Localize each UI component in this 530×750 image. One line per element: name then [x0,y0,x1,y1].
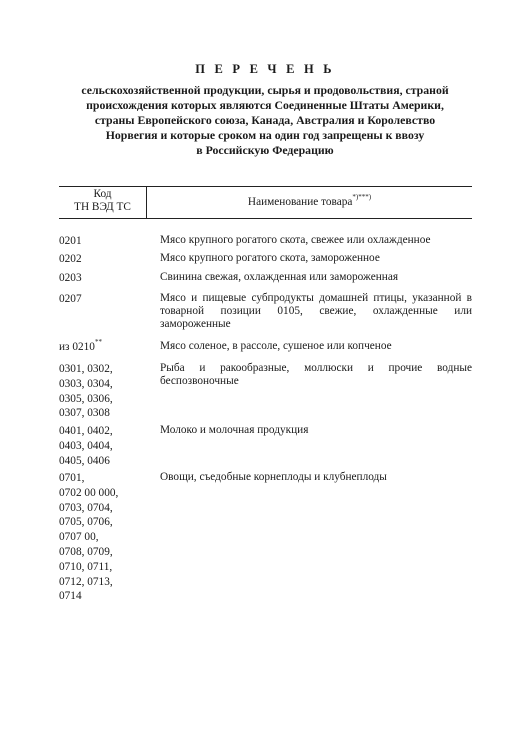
row-name: Молоко и молочная продукция [160,424,309,436]
row-name: Мясо крупного рогатого скота, замороженное [160,252,380,264]
row-code-text: из 0210 [59,341,95,353]
row-code-text: 0201 [59,235,82,247]
row-code [59,340,155,355]
document-subtitle [60,83,470,158]
subtitle-line: сельскохозяйственной продукции, сырья и продовольствия, страной [81,83,449,97]
subtitle-line: Норвегия и которые сроком на один год запрещены к ввозу [105,128,425,142]
column-header-code-line1: Код [93,188,112,200]
table-header-rule [59,218,472,219]
row-name: Свинина свежая, охлажденная или замороженная [160,271,399,283]
row-code-text: 0401, 0402, 0403, 0404, 0405, 0406 [59,425,113,467]
document-title: П Е Р Е Ч Е Н Ь [195,62,335,76]
row-code-text: 0207 [59,293,82,305]
table-top-rule [59,186,472,187]
subtitle-line: происхождения которых являются Соединенные Штаты Америки, [86,98,444,112]
row-code-text: 0701, 0702 00 000, 0703, 0704, 0705, 0706, 0707 00, 0708, 0709, 0710, 0711, 0712, 0713, 0714 [59,472,119,603]
row-name: Овощи, съедобные корнеплоды и клубнеплоды [160,471,387,483]
row-code-footnote-mark: ** [94,338,102,347]
row-code-text: 0202 [59,253,82,265]
row-code [59,292,155,307]
subtitle-line: страны Европейского союза, Канада, Австралия и Королевство [94,113,436,127]
row-code-text: 0203 [59,272,82,284]
row-code [59,271,155,286]
row-code-text: 0301, 0302, 0303, 0304, 0305, 0306, 0307, 0308 [59,363,113,420]
row-code [59,424,155,468]
column-header-code [59,188,146,214]
row-name: Мясо соленое, в рассоле, сушеное или копченое [160,340,392,352]
column-header-footnote-mark: *)***) [352,193,372,202]
row-name: Мясо и пищевые субпродукты домашней птицы, указанной в товарной позиции 0105, свежие, охлажденные или замороженные [160,292,472,330]
column-header-code-line2: ТН ВЭД ТС [74,201,131,213]
row-code [59,362,155,421]
row-code [59,252,155,267]
subtitle-line: в Российскую Федерацию [196,143,334,157]
row-code [59,234,155,249]
row-name: Рыба и ракообразные, моллюски и прочие водные беспозвоночные [160,362,472,387]
row-code [59,471,155,604]
row-name: Мясо крупного рогатого скота, свежее или охлажденное [160,234,431,246]
column-header-name [147,193,472,209]
column-header-name-text: Наименование товара [247,196,353,208]
